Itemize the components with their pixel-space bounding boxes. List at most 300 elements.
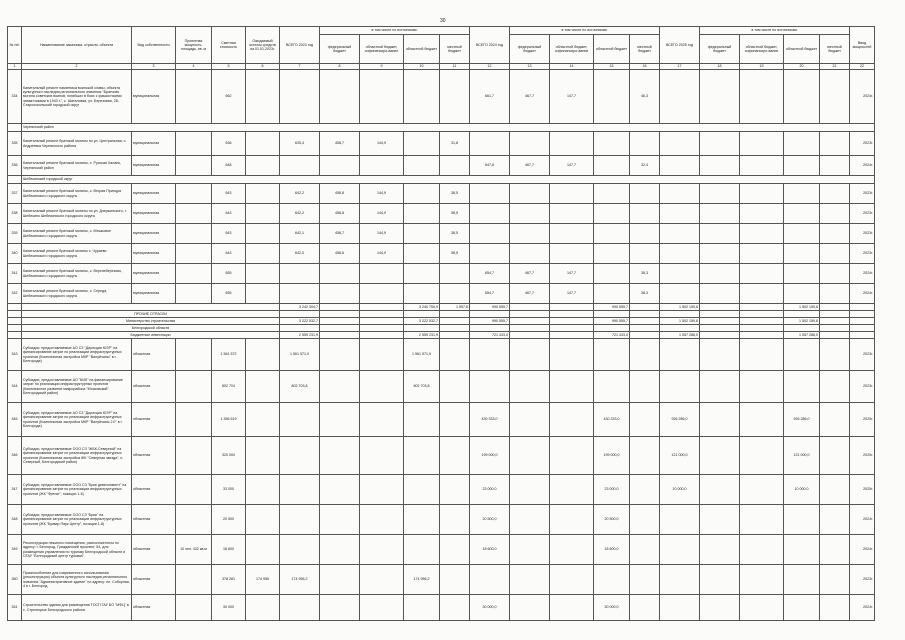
amount-l25	[820, 371, 850, 403]
amount-l24	[630, 224, 660, 244]
amount-f23: 458,8	[320, 184, 360, 204]
total-value	[700, 332, 740, 339]
amount-l25	[820, 284, 850, 304]
amount-r24	[594, 70, 630, 124]
amount-t24: 199 000,0	[470, 437, 510, 475]
amount-t25	[660, 339, 700, 371]
capacity	[176, 505, 212, 535]
amount-t24: 647,8	[470, 156, 510, 176]
column-number: 5	[212, 64, 246, 70]
amount-t25	[660, 132, 700, 156]
remainder	[246, 505, 280, 535]
commission-year: 2023г.	[850, 339, 875, 371]
total-value	[440, 325, 470, 332]
amount-r25	[784, 284, 820, 304]
amount-f23	[320, 565, 360, 595]
amount-r23	[404, 224, 440, 244]
amount-l24	[630, 371, 660, 403]
remainder	[246, 339, 280, 371]
commission-year: 2023г.	[850, 371, 875, 403]
amount-rc25	[740, 403, 784, 437]
total-row	[8, 311, 875, 318]
commission-year: 2024г.	[850, 505, 875, 535]
amount-rc25	[740, 475, 784, 505]
amount-l24: 32,4	[630, 156, 660, 176]
table-header	[8, 27, 875, 70]
estimated-cost: 320 000	[212, 437, 246, 475]
amount-f23	[320, 475, 360, 505]
table-row	[8, 505, 875, 535]
hdr-sources-2025: в том числе по источникам:	[700, 27, 850, 35]
total-value	[820, 332, 850, 339]
total-value	[360, 332, 404, 339]
amount-rc23	[360, 371, 404, 403]
total-value: 990 555,7	[470, 304, 510, 311]
section-row	[8, 176, 875, 184]
object-name: Реконструкция нежилого помещения, расположенного по адресу: г. Белгород, Гражданский проспект, 54, для размещения управления по туризму Белгородской области и ОГАУ "Белгородский центр туризма"	[22, 535, 132, 565]
ownership-type: муниципальная	[132, 224, 176, 244]
amount-t25	[660, 70, 700, 124]
amount-f23	[320, 284, 360, 304]
amount-l25	[820, 437, 850, 475]
amount-f23	[320, 437, 360, 475]
remainder	[246, 204, 280, 224]
ownership-type: муниципальная	[132, 244, 176, 264]
ownership-type: муниципальная	[132, 132, 176, 156]
amount-l25	[820, 339, 850, 371]
amount-t23: 635,4	[280, 132, 320, 156]
amount-r24: 30 000,0	[594, 595, 630, 621]
table-row	[8, 264, 875, 284]
column-number: 7	[280, 64, 320, 70]
amount-t23: 642,2	[280, 184, 320, 204]
amount-f24	[510, 565, 550, 595]
amount-f24	[510, 204, 550, 224]
amount-r23	[404, 204, 440, 224]
total-value	[820, 311, 850, 318]
amount-f24	[510, 595, 550, 621]
amount-rc24	[550, 204, 594, 224]
total-value	[360, 311, 404, 318]
amount-r25: 926 286,0	[784, 403, 820, 437]
table-row	[8, 565, 875, 595]
total-row	[8, 318, 875, 325]
total-row	[8, 304, 875, 311]
total-value	[510, 332, 550, 339]
amount-t23	[280, 70, 320, 124]
hdr-sources-2023: в том числе по источникам:	[320, 27, 470, 35]
total-value: 1 597,8	[440, 304, 470, 311]
amount-t24	[470, 132, 510, 156]
amount-t23	[280, 535, 320, 565]
capacity	[176, 403, 212, 437]
hdr-total-2025: ВСЕГО 2025 год	[660, 27, 700, 64]
table-row	[8, 244, 875, 264]
total-value: 1 502 159,6	[784, 318, 820, 325]
amount-f24	[510, 371, 550, 403]
remainder	[246, 132, 280, 156]
amount-l24	[630, 403, 660, 437]
row-number: 338	[8, 204, 22, 224]
total-value	[510, 325, 550, 332]
amount-f25	[700, 244, 740, 264]
amount-t24	[470, 184, 510, 204]
amount-r25: 121 000,0	[784, 437, 820, 475]
amount-t23	[280, 156, 320, 176]
hdr-regional: областной бюджет	[784, 35, 820, 64]
amount-t25	[660, 371, 700, 403]
amount-f25	[700, 339, 740, 371]
column-number: 12	[470, 64, 510, 70]
total-value	[360, 304, 404, 311]
estimated-cost: 18 600	[212, 535, 246, 565]
hdr-local: местный бюджет	[630, 35, 660, 64]
total-value	[740, 318, 784, 325]
total-value	[280, 311, 320, 318]
amount-r24: 199 000,0	[594, 437, 630, 475]
amount-r24	[594, 339, 630, 371]
row-number: 334	[8, 70, 22, 124]
amount-r25	[784, 264, 820, 284]
estimated-cost: 643	[212, 244, 246, 264]
column-number: 11	[440, 64, 470, 70]
estimated-cost: 655	[212, 264, 246, 284]
amount-r25	[784, 595, 820, 621]
total-value	[784, 311, 820, 318]
row-number: 343	[8, 339, 22, 371]
amount-f25	[700, 437, 740, 475]
amount-l25	[820, 70, 850, 124]
amount-f23	[320, 371, 360, 403]
commission-year: 2023г.	[850, 204, 875, 224]
amount-rc24	[550, 244, 594, 264]
amount-l24	[630, 339, 660, 371]
amount-r24: 20 500,0	[594, 505, 630, 535]
amount-t25	[660, 264, 700, 284]
amount-rc23: 144,9	[360, 132, 404, 156]
amount-f24	[510, 224, 550, 244]
amount-l25	[820, 264, 850, 284]
total-value	[510, 318, 550, 325]
amount-r24	[594, 371, 630, 403]
amount-f24	[510, 505, 550, 535]
total-value: 3 240 706,9	[404, 304, 440, 311]
total-value: 2 559 231,9	[404, 332, 440, 339]
total-value: 1 057 286,0	[784, 332, 820, 339]
ownership-type: муниципальная	[132, 264, 176, 284]
capacity	[176, 437, 212, 475]
amount-rc23	[360, 437, 404, 475]
table-row	[8, 204, 875, 224]
amount-t25	[660, 156, 700, 176]
table-body	[8, 70, 875, 621]
ownership-type: муниципальная	[132, 70, 176, 124]
amount-t23	[280, 437, 320, 475]
total-value: 3 222 532,7	[404, 318, 440, 325]
amount-r25	[784, 156, 820, 176]
capacity	[176, 475, 212, 505]
amount-f25	[700, 565, 740, 595]
amount-rc24: 147,7	[550, 70, 594, 124]
cell-empty	[8, 325, 22, 332]
amount-f24: 467,7	[510, 264, 550, 284]
amount-r23	[404, 284, 440, 304]
total-value	[360, 325, 404, 332]
hdr-total-2023: ВСЕГО 2023 год	[280, 27, 320, 64]
amount-l24	[630, 132, 660, 156]
column-number: 18	[700, 64, 740, 70]
total-value	[440, 332, 470, 339]
ownership-type: областная	[132, 437, 176, 475]
remainder	[246, 284, 280, 304]
table-row	[8, 403, 875, 437]
amount-rc24	[550, 595, 594, 621]
total-row	[8, 332, 875, 339]
amount-f25	[700, 156, 740, 176]
remainder	[246, 595, 280, 621]
amount-r23	[404, 403, 440, 437]
remainder	[246, 403, 280, 437]
total-value	[660, 311, 700, 318]
total-value: 1 502 159,6	[660, 304, 700, 311]
cell-empty	[850, 311, 875, 318]
amount-f25	[700, 224, 740, 244]
column-number: 1	[8, 64, 22, 70]
row-number: 341	[8, 264, 22, 284]
commission-year: 2024г.	[850, 156, 875, 176]
amount-r25: 10 000,0	[784, 475, 820, 505]
total-value: 1 502 159,6	[660, 318, 700, 325]
amount-l23	[440, 156, 470, 176]
column-number: 3	[132, 64, 176, 70]
ownership-type: областная	[132, 505, 176, 535]
amount-t25: 121 000,0	[660, 437, 700, 475]
amount-l23	[440, 475, 470, 505]
amount-l23: 38,5	[440, 224, 470, 244]
commission-year: 2025г.	[850, 475, 875, 505]
row-number: 346	[8, 437, 22, 475]
column-number: 17	[660, 64, 700, 70]
table-row	[8, 224, 875, 244]
object-name: Капитальный ремонт братской могилы, с. Мешковое Шебекинского городского округа	[22, 224, 132, 244]
amount-f25	[700, 70, 740, 124]
commission-year: 2024г.	[850, 284, 875, 304]
hdr-local: местный бюджет	[440, 35, 470, 64]
commission-year: 2025г.	[850, 437, 875, 475]
capacity	[176, 156, 212, 176]
capacity	[176, 204, 212, 224]
amount-rc23	[360, 475, 404, 505]
row-number: 337	[8, 184, 22, 204]
amount-l24: 46,3	[630, 70, 660, 124]
capacity	[176, 132, 212, 156]
amount-rc23	[360, 156, 404, 176]
estimated-cost: 33 000	[212, 475, 246, 505]
amount-r25	[784, 505, 820, 535]
amount-r23	[404, 505, 440, 535]
amount-rc23	[360, 264, 404, 284]
amount-l25	[820, 565, 850, 595]
amount-r25	[784, 184, 820, 204]
capacity	[176, 244, 212, 264]
amount-t23	[280, 505, 320, 535]
commission-year: 2023г.	[850, 565, 875, 595]
amount-l23	[440, 371, 470, 403]
amount-r23: 1 561 571,9	[404, 339, 440, 371]
capacity	[176, 70, 212, 124]
amount-rc25	[740, 437, 784, 475]
amount-t24	[470, 371, 510, 403]
ownership-type: областная	[132, 535, 176, 565]
object-name: Капитальный ремонт братской могилы с. Чураево Шебекинского городского округа	[22, 244, 132, 264]
amount-r23	[404, 437, 440, 475]
total-label: ПРОЧИЕ ОТРАСЛИ	[22, 311, 280, 318]
amount-l23	[440, 339, 470, 371]
hdr-sources-2024: в том числе по источникам:	[510, 27, 660, 35]
amount-r24	[594, 224, 630, 244]
commission-year: 2023г.	[850, 132, 875, 156]
amount-t25: 926 286,0	[660, 403, 700, 437]
amount-rc25	[740, 224, 784, 244]
amount-f23: 458,6	[320, 244, 360, 264]
table-row	[8, 437, 875, 475]
capacity	[176, 371, 212, 403]
amount-t25	[660, 595, 700, 621]
amount-f23	[320, 403, 360, 437]
amount-r24	[594, 264, 630, 284]
remainder	[246, 244, 280, 264]
total-value	[630, 304, 660, 311]
amount-t24	[470, 204, 510, 224]
amount-f25	[700, 535, 740, 565]
table-row	[8, 156, 875, 176]
ownership-type: муниципальная	[132, 204, 176, 224]
hdr-cost: Сметная стоимость	[212, 27, 246, 64]
amount-l23	[440, 70, 470, 124]
amount-rc23	[360, 595, 404, 621]
object-name: Капитальный ремонт братской могилы, с. Вторая Принцра Шебекинского городского округа	[22, 184, 132, 204]
amount-t23: 174 956,2	[280, 565, 320, 595]
amount-l23	[440, 535, 470, 565]
amount-l23: 31,8	[440, 132, 470, 156]
amount-rc23	[360, 403, 404, 437]
total-value	[320, 318, 360, 325]
column-number: 9	[360, 64, 404, 70]
column-number: 10	[404, 64, 440, 70]
amount-r25	[784, 371, 820, 403]
total-value	[404, 311, 440, 318]
amount-rc24	[550, 132, 594, 156]
cell-empty	[8, 176, 22, 184]
amount-f24	[510, 403, 550, 437]
capacity	[176, 565, 212, 595]
amount-r23	[404, 535, 440, 565]
amount-t23	[280, 264, 320, 284]
amount-r24	[594, 284, 630, 304]
amount-f25	[700, 204, 740, 224]
ownership-type: областная	[132, 403, 176, 437]
total-value	[740, 332, 784, 339]
object-name: Субсидии, предоставляемые АО СЗ "Дирекция ЮЗР" на финансирование затрат по реализации инфраструктурных проектов (Комплексная застройка МКР "Валуйчаны" в г. Белгороде)	[22, 339, 132, 371]
amount-r24	[594, 132, 630, 156]
total-value	[440, 318, 470, 325]
total-value	[740, 325, 784, 332]
cell-empty	[8, 304, 22, 311]
cell-empty	[850, 318, 875, 325]
column-number: 15	[594, 64, 630, 70]
amount-r24: 18 600,0	[594, 535, 630, 565]
remainder	[246, 264, 280, 284]
amount-rc25	[740, 132, 784, 156]
remainder: 174 956	[246, 565, 280, 595]
amount-f23: 458,7	[320, 224, 360, 244]
amount-rc23: 144,9	[360, 204, 404, 224]
amount-l24	[630, 475, 660, 505]
object-name: Строительство здания для размещения ТОСП ГАУ БО "МФЦ" в с. Стрелецкое Белгородского района	[22, 595, 132, 621]
estimated-cost: 1 561 572	[212, 339, 246, 371]
amount-r25	[784, 70, 820, 124]
commission-year: 2023г.	[850, 184, 875, 204]
cell-empty	[8, 318, 22, 325]
amount-l25	[820, 184, 850, 204]
total-value	[630, 311, 660, 318]
amount-f24	[510, 339, 550, 371]
amount-r25	[784, 535, 820, 565]
amount-t23	[280, 403, 320, 437]
object-name: Субсидии, предоставляемые ООО СЗ "ЖБК-Северный" на финансирование затрат по реализации инфраструктурных проектов (Комплексная застройка ЖК "Северная звезда", п. Северный, Белгородский район)	[22, 437, 132, 475]
amount-l23: 38,5	[440, 204, 470, 224]
amount-rc25	[740, 244, 784, 264]
amount-rc25	[740, 70, 784, 124]
total-value	[440, 311, 470, 318]
object-name: Капитальный ремонт памятника воинской славы, объекта культурного наследия регионального значения "Братская могила советских воинов, погибших в боях с фашистскими захватчиками в 1943 г.", с. Шаталовка, ул. Березовая, 28, Старооскольский городской округ	[22, 70, 132, 124]
table-row	[8, 595, 875, 621]
amount-l25	[820, 132, 850, 156]
total-value	[320, 304, 360, 311]
amount-rc25	[740, 505, 784, 535]
amount-f24: 467,7	[510, 284, 550, 304]
amount-rc25	[740, 339, 784, 371]
amount-rc25	[740, 371, 784, 403]
amount-t24	[470, 565, 510, 595]
amount-f24: 467,7	[510, 70, 550, 124]
amount-r23	[404, 132, 440, 156]
total-value	[550, 311, 594, 318]
total-value: 990 555,7	[470, 318, 510, 325]
estimated-cost: 802 704	[212, 371, 246, 403]
amount-l25	[820, 403, 850, 437]
column-number: 20	[784, 64, 820, 70]
row-number: 335	[8, 132, 22, 156]
remainder	[246, 224, 280, 244]
amount-r24	[594, 565, 630, 595]
amount-t23	[280, 595, 320, 621]
total-value: 3 222 532,7	[280, 318, 320, 325]
estimated-cost: 20 500	[212, 505, 246, 535]
table-row	[8, 70, 875, 124]
total-label: Министерство строительства	[22, 318, 280, 325]
ownership-type: муниципальная	[132, 284, 176, 304]
column-number: 22	[850, 64, 875, 70]
table-row	[8, 535, 875, 565]
page-number: 30	[440, 18, 446, 24]
capacity	[176, 264, 212, 284]
amount-r23	[404, 264, 440, 284]
column-number: 8	[320, 64, 360, 70]
amount-rc25	[740, 204, 784, 224]
total-value: 721 433,0	[594, 332, 630, 339]
amount-t23: 802 703,8	[280, 371, 320, 403]
